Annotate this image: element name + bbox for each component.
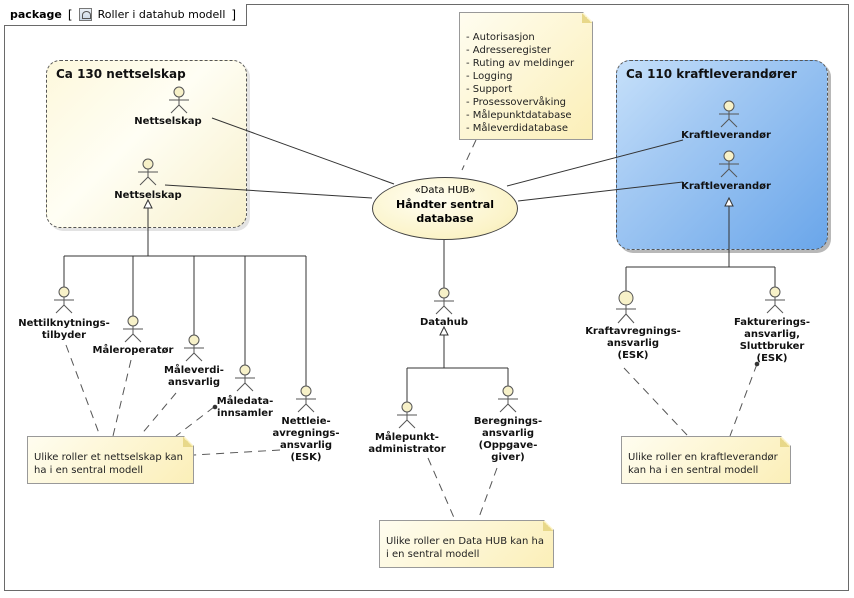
actor-kraftleverandor-2[interactable] [718,150,740,178]
actor-malepunktadministrator[interactable] [396,401,418,429]
actor-label-kraftavregningsansvarlig: Kraftavregnings- ansvarlig (ESK) [585,326,681,361]
actor-faktureringsansvarlig[interactable] [764,286,786,314]
actor-label-malepunktadministrator: Målepunkt- administrator [368,432,446,455]
actor-label-maleverdiansvarlig: Måleverdi- ansvarlig [164,365,224,388]
note-hub-line: - Måleverdidatabase [466,123,568,134]
actor-kraftavregningsansvarlig[interactable] [615,290,637,324]
package-keyword: package [10,8,62,21]
actor-label-nettselskap-1: Nettselskap [134,116,202,127]
actor-kraftleverandor-1[interactable] [718,100,740,128]
boundary-title-kraftleverandorer: Ca 110 kraftleverandører [626,67,797,81]
association-kraft2[interactable] [518,182,683,201]
boundary-title-nettselskap: Ca 130 nettselskap [56,67,186,81]
actor-nettilknytningstilbyder[interactable] [53,286,75,314]
actor-nettselskap-1[interactable] [168,86,190,114]
note-text: Ulike roller en kraftleverandør kan ha i en sentral modell [628,452,778,476]
note-hub-line: - Prosessovervåking [466,97,567,108]
note-hub-line: - Logging [466,71,513,82]
note-hub-line: - Support [466,84,513,95]
note-hub-line: - Ruting av meldinger [466,58,575,69]
actor-label-kraftleverandor-1: Kraftleverandør [681,130,771,141]
actor-icon [122,315,144,343]
actor-icon [183,334,205,362]
actor-label-datahub: Datahub [420,317,468,328]
actor-icon [718,150,740,178]
note-hub-functions[interactable] [459,12,593,140]
actor-icon [718,100,740,128]
actor-label-maleroperator: Måleroperatør [92,345,174,356]
association-nettselskap2[interactable] [165,185,372,198]
note-hub-line: - Adresseregister [466,45,551,56]
actor-label-nettilknytningstilbyder: Nettilknytnings- tilbyder [18,318,110,341]
actor-maleroperator[interactable] [122,315,144,343]
bracket-close: ] [231,7,237,22]
actor-icon [234,364,256,392]
actor-label-kraftleverandor-2: Kraftleverandør [681,181,771,192]
bracket-open: [ [67,7,73,22]
actor-label-beregningsansvarlig: Beregnings- ansvarlig (Oppgave- giver) [473,416,543,463]
actor-label-faktureringsansvarlig: Fakturerings- ansvarlig, Sluttbruker (ESK) [734,317,810,364]
note-text: Ulike roller et nettselskap kan ha i en sentral modell [34,452,183,476]
actor-label-maledatainnsamler: Måledata- innsamler [216,396,274,419]
note-kraftleverandor-roles[interactable] [621,436,791,484]
actor-icon [615,290,637,324]
actor-maledatainnsamler[interactable] [234,364,256,392]
actor-icon [137,158,159,186]
generalization-arrowhead [725,198,733,206]
actor-maleverdiansvarlig[interactable] [183,334,205,362]
actor-beregningsansvarlig[interactable] [497,385,519,413]
generalization-kraftleverandor[interactable] [626,206,775,292]
note-nettselskap-roles[interactable] [27,436,194,484]
actor-icon [764,286,786,314]
package-name: Roller i datahub modell [97,8,226,21]
note-hub-line: - Målepunktdatabase [466,110,572,121]
generalization-datahub[interactable] [407,335,508,402]
actor-icon [168,86,190,114]
actor-icon [497,385,519,413]
note-text: Ulike roller en Data HUB kan ha i en sentral modell [386,536,544,560]
usecase-handter-sentral-database[interactable] [372,177,518,240]
usecase-name: Håndter sentral database [395,198,495,225]
note-hub-line: - Autorisasjon [466,32,535,43]
actor-label-nettselskap-2: Nettselskap [114,190,182,201]
actor-datahub[interactable] [433,287,455,315]
association-nettselskap1[interactable] [212,118,394,184]
usecase-stereotype: «Data HUB» [414,185,476,196]
note-datahub-roles[interactable] [379,520,554,568]
actor-icon [396,401,418,429]
association-kraft1[interactable] [507,140,683,186]
actor-icon [433,287,455,315]
actor-label-nettleieavregningsansvarlig: Nettleie- avregnings- ansvarlig (ESK) [272,416,340,463]
actor-icon [295,385,317,413]
actor-nettleieavregningsansvarlig[interactable] [295,385,317,413]
actor-icon [53,286,75,314]
actor-nettselskap-2[interactable] [137,158,159,186]
